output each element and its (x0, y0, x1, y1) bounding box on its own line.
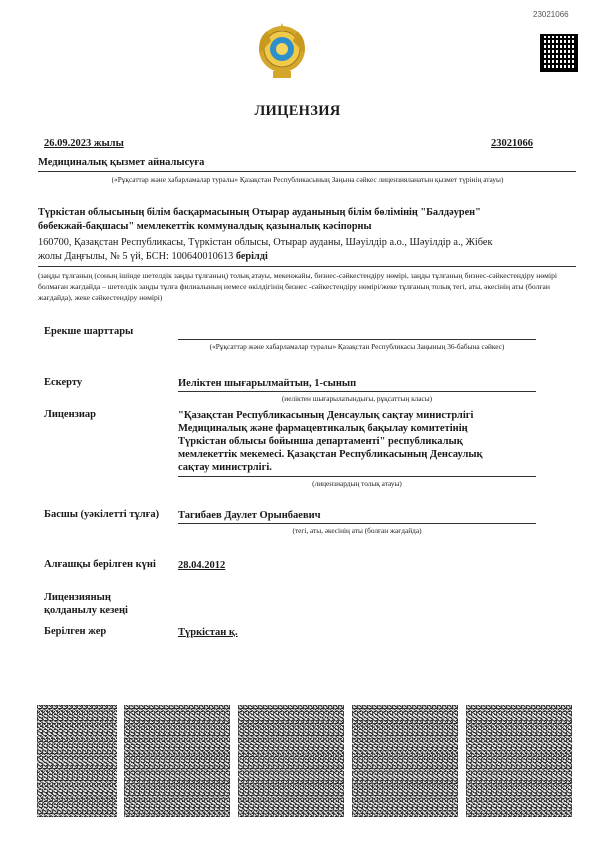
activity-caption: («Рұқсаттар және хабарламалар туралы» Қазақстан Республикасының Заңына сәйкес лицензияланатын қызмет түрінің атауы) (111, 175, 504, 184)
qr-code (540, 34, 578, 72)
licensor-line-2: Медициналық және фармацевтикалық бақылау комитетінің (178, 423, 468, 434)
place-label: Берілген жер (44, 626, 107, 637)
issue-date: 26.09.2023 жылы (44, 138, 124, 149)
place-value: Түркістан қ. (178, 627, 238, 638)
first-issue-date: 28.04.2012 (178, 560, 226, 571)
licensor-line-1: "Қазақстан Республикасының Денсаулық сақтау министрлігі (178, 410, 474, 421)
validity-label-line2: қолданылу кезеңі (44, 605, 128, 616)
licensee-caption: (заңды тұлғаның (соның ішінде шетелдік заңды тұлғаның) толық атауы, мекенжайы, бизнес-сәйкестендіру нөмірі, заңды тұлғаның бизнес-сәйкестендіру нөмірі болмаған жағдайда – шетелдік заңды тұлға филиалының немесе өкілдігінің бизнес -сәйкестендіру нөмірі/жеке тұлғаның толық тегі, аты, әкесінің аты (болған жағдайда), жеке сәйкестендіру нөмірі) (38, 271, 557, 302)
licensor-line-4: мемлекеттік мекемесі. Қазақстан Республикасының Денсаулық (178, 449, 483, 460)
first-issue-label: Алғашқы берілген күні (44, 559, 156, 570)
page-title: ЛИЦЕНЗИЯ (254, 103, 341, 119)
note-caption: (иеліктен шығарылатындығы, рұқсаттың класы) (281, 394, 433, 403)
licensee-name-line2: бөбекжай-бақшасы" мемлекеттік коммуналдық қазыналық кәсіпорны (38, 221, 372, 232)
data-matrix-code-3 (238, 705, 344, 817)
special-conditions-caption: («Рұқсаттар және хабарламалар туралы» Қазақстан Республикасы Заңының 36-бабына сәйкес) (209, 342, 505, 351)
head-label: Басшы (уәкілетті тұлға) (44, 509, 160, 520)
address-text: жолы Даңғылы, № 5 үй, БСН: 100640010613 (38, 251, 236, 262)
data-matrix-code-5 (466, 705, 572, 817)
data-matrix-code-2 (124, 705, 230, 817)
license-number: 23021066 (491, 138, 533, 149)
head-value: Тагибаев Даулет Орынбаевич (178, 510, 321, 521)
licensor-label: Лицензиар (44, 409, 96, 420)
licensor-caption: (лицензиардың толық атауы) (312, 479, 402, 488)
validity-label-line1: Лицензияның (44, 592, 111, 603)
licensor-line-5: сақтау министрлігі. (178, 462, 272, 473)
state-emblem-icon (257, 19, 307, 81)
head-caption: (тегі, аты, әкесінің аты (болған жағдайда) (292, 526, 422, 535)
data-matrix-code-4 (352, 705, 458, 817)
issued-word: берілді (235, 251, 268, 262)
licensee-address-line1: 160700, Қазақстан Республикасы, Түркістан облысы, Отырар ауданы, Шәуілдір а.о., Шәуілдір а., Жібек (38, 237, 493, 248)
licensee-name-line1: Түркістан облысының білім басқармасының Отырар ауданының білім бөлімінің "Балдәурен" (38, 207, 481, 218)
licensee-address-line2 (38, 251, 268, 262)
data-matrix-code-1 (37, 705, 117, 817)
activity-type: Медициналық қызмет айналысуға (38, 157, 205, 168)
top-number: 23021066 (533, 10, 569, 19)
note-label: Ескерту (44, 377, 83, 388)
special-conditions-label: Ерекше шарттары (44, 326, 134, 337)
licensor-line-3: Түркістан облысы бойынша департаменті" республикалық (178, 436, 463, 447)
note-value: Иеліктен шығарылмайтын, 1-сынып (178, 378, 357, 389)
